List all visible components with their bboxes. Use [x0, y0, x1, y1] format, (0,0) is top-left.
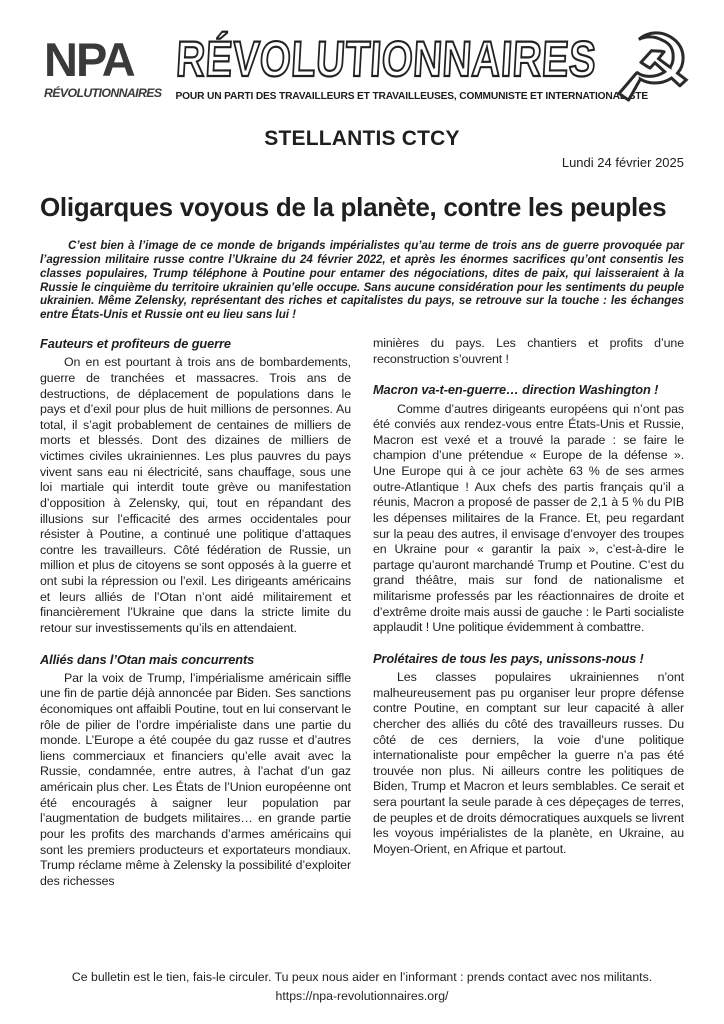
hammer-and-sickle-icon: ☭ — [611, 15, 694, 122]
footer-text: Ce bulletin est le tien, fais-le circuler. Tu peux nous aider en l’informant : prends contact avec nos militants. — [71, 969, 653, 984]
footer-url: https://npa-revolutionnaires.org/ — [275, 988, 449, 1003]
left-column — [40, 336, 351, 889]
paragraph: Comme d’autres dirigeants européens qui n’ont pas été conviés aux rendez-vous entre États-Unis et Russie, Macron est vexé et a trouvé la parade : se faire le champion d’une prétendue « Europe de la défense ». Une Europe qui à ce jour achète 63 % de ses armes outre-Atlantique ! Aux chefs des partis français qu’il a réunis, Macron a proposé de passer de 2,1 à 5 % du PIB les dépenses militaires de la France. Et, peu regardant sur la peau des autres, il envisage d’envoyer des troupes en Ukraine pour « garantir la paix », c’est-à-dire le partage qu’auront marchandé Trump et Poutine. C’est du grand théâtre, mais sur fond de nationalisme et militarisme professés par les réactionnaires de droite et d’extrême droite mais aussi de gauche : le Parti socialiste applaudit ! Une politique évidemment à combattre. — [373, 401, 684, 635]
section-heading-allies: Alliés dans l’Otan mais concurrents — [40, 651, 255, 667]
npa-logo-text: NPA — [44, 33, 134, 86]
section-heading-macron: Macron va-t-en-guerre… direction Washington ! — [373, 382, 659, 398]
paragraph-continuation: minières du pays. Les chantiers et profits d’une reconstruction s’ouvrent ! — [373, 336, 684, 366]
paragraph: On en est pourtant à trois ans de bombardements, guerre de tranchées et massacres. Trois ans de destructions, de déplacement de populations dans le pays et d’exil pour plus de huit millions de personnes. Au total, il s’agit probablement de centaines de milliers de morts et blessés. Dont des dizaines de milliers de victimes civiles ukrainiennes. Les plus pauvres du pays vivent sans eau ni électricité, sans chauffage, sous une loi martiale qui interdit toute grève ou manifestation d’opposition à Zelensky, qui, tout en répandant des illusions sur l’efficacité des armes occidentales pour résister à Poutine, a continué une politique d’attaques contre les travailleurs. Côté fédération de Russie, un million et plus de citoyens se sont opposés à la guerre et ont subi la répression ou l’exil. Les dirigeants américains et leurs alliés de l’Otan n’ont aidé militairement et financièrement l’Ukraine que dans la stricte limite du retour sur investissements qu’ils en attendaient. — [40, 355, 351, 635]
masthead-tagline: POUR UN PARTI DES TRAVAILLEURS ET TRAVAILLEUSES, COMMUNISTE ET INTERNATIONALISTE — [175, 90, 648, 102]
masthead-header — [0, 0, 724, 122]
article-body — [0, 322, 724, 889]
masthead-title: RÉVOLUTIONNAIRES — [175, 31, 599, 87]
bulletin-title: STELLANTIS CTCY — [264, 126, 460, 150]
masthead-block — [175, 31, 648, 102]
footer — [0, 968, 724, 1006]
paragraph: Les classes populaires ukrainiennes n’ont malheureusement pas pu organiser leur propre défense contre Poutine, en comptant sur leur capacité à aller chercher des alliés du côté des travailleurs russes. Du côté de ces derniers, la voie d’une politique internationaliste pour empêcher la guerre n’a pas été trouvée non plus. Ni ailleurs contre les politiques de Biden, Trump et Macron et leurs semblables. Ce serait et sera pourtant la seule parade à ces dépeçages de terres, de peuples et de droits démocratiques auxquels se livrent les voyous impérialistes de la planète, en Ukraine, au Moyen-Orient, en Afrique et partout. — [373, 670, 684, 856]
section-heading-proletaires: Prolétaires de tous les pays, unissons-nous ! — [373, 650, 644, 666]
lede-paragraph: C’est bien à l’image de ce monde de brigands impérialistes qu’au terme de trois ans de guerre provoquée par l’agression militaire russe contre l’Ukraine du 24 février 2022, et après les énormes sacrifices qu’ont consentis les classes populaires, Trump téléphone à Poutine pour entamer des négociations, dites de paix, qui laisseraient à la Russie le cinquième du territoire ukrainien qu’elle occupe. Sans aucune considération pour les sentiments du peuple ukrainien. Même Zelensky, représentant des riches et capitalistes du pays, se retrouve sur la touche : les échanges entre États-Unis et Russie ont eu lieu sans lui ! — [40, 238, 684, 322]
bulletin-date: Lundi 24 février 2025 — [561, 154, 684, 170]
headline: Oligarques voyous de la planète, contre les peuples — [40, 191, 667, 222]
paragraph: Par la voix de Trump, l’impérialisme américain siffle une fin de partie déjà annoncée par Biden. Ses sanctions économiques ont affaibli Poutine, tout en lui conservant le rôle de pilier de l’ordre impérialiste dans une partie du monde. L’Europe a été coupée du gaz russe et d’autres liens commerciaux et financiers qu’elle avait avec la Russie, condamnée, entre autres, à l’achat d’un gaz américain plus cher. Les États de l’Union européenne ont été encouragés à saigner leur population par l’augmentation de budgets militaires… en grande partie pour les profits des marchands d’armes américains qui sont les premiers producteurs et exportateurs mondiaux. Trump réclame même à Zelensky la possibilité d’exploiter des richesses — [40, 670, 351, 888]
right-column — [373, 336, 684, 889]
npa-logo-subtitle: RÉVOLUTIONNAIRES — [44, 85, 162, 100]
npa-logo — [44, 33, 162, 100]
section-heading-fauteurs: Fauteurs et profiteurs de guerre — [40, 336, 231, 352]
